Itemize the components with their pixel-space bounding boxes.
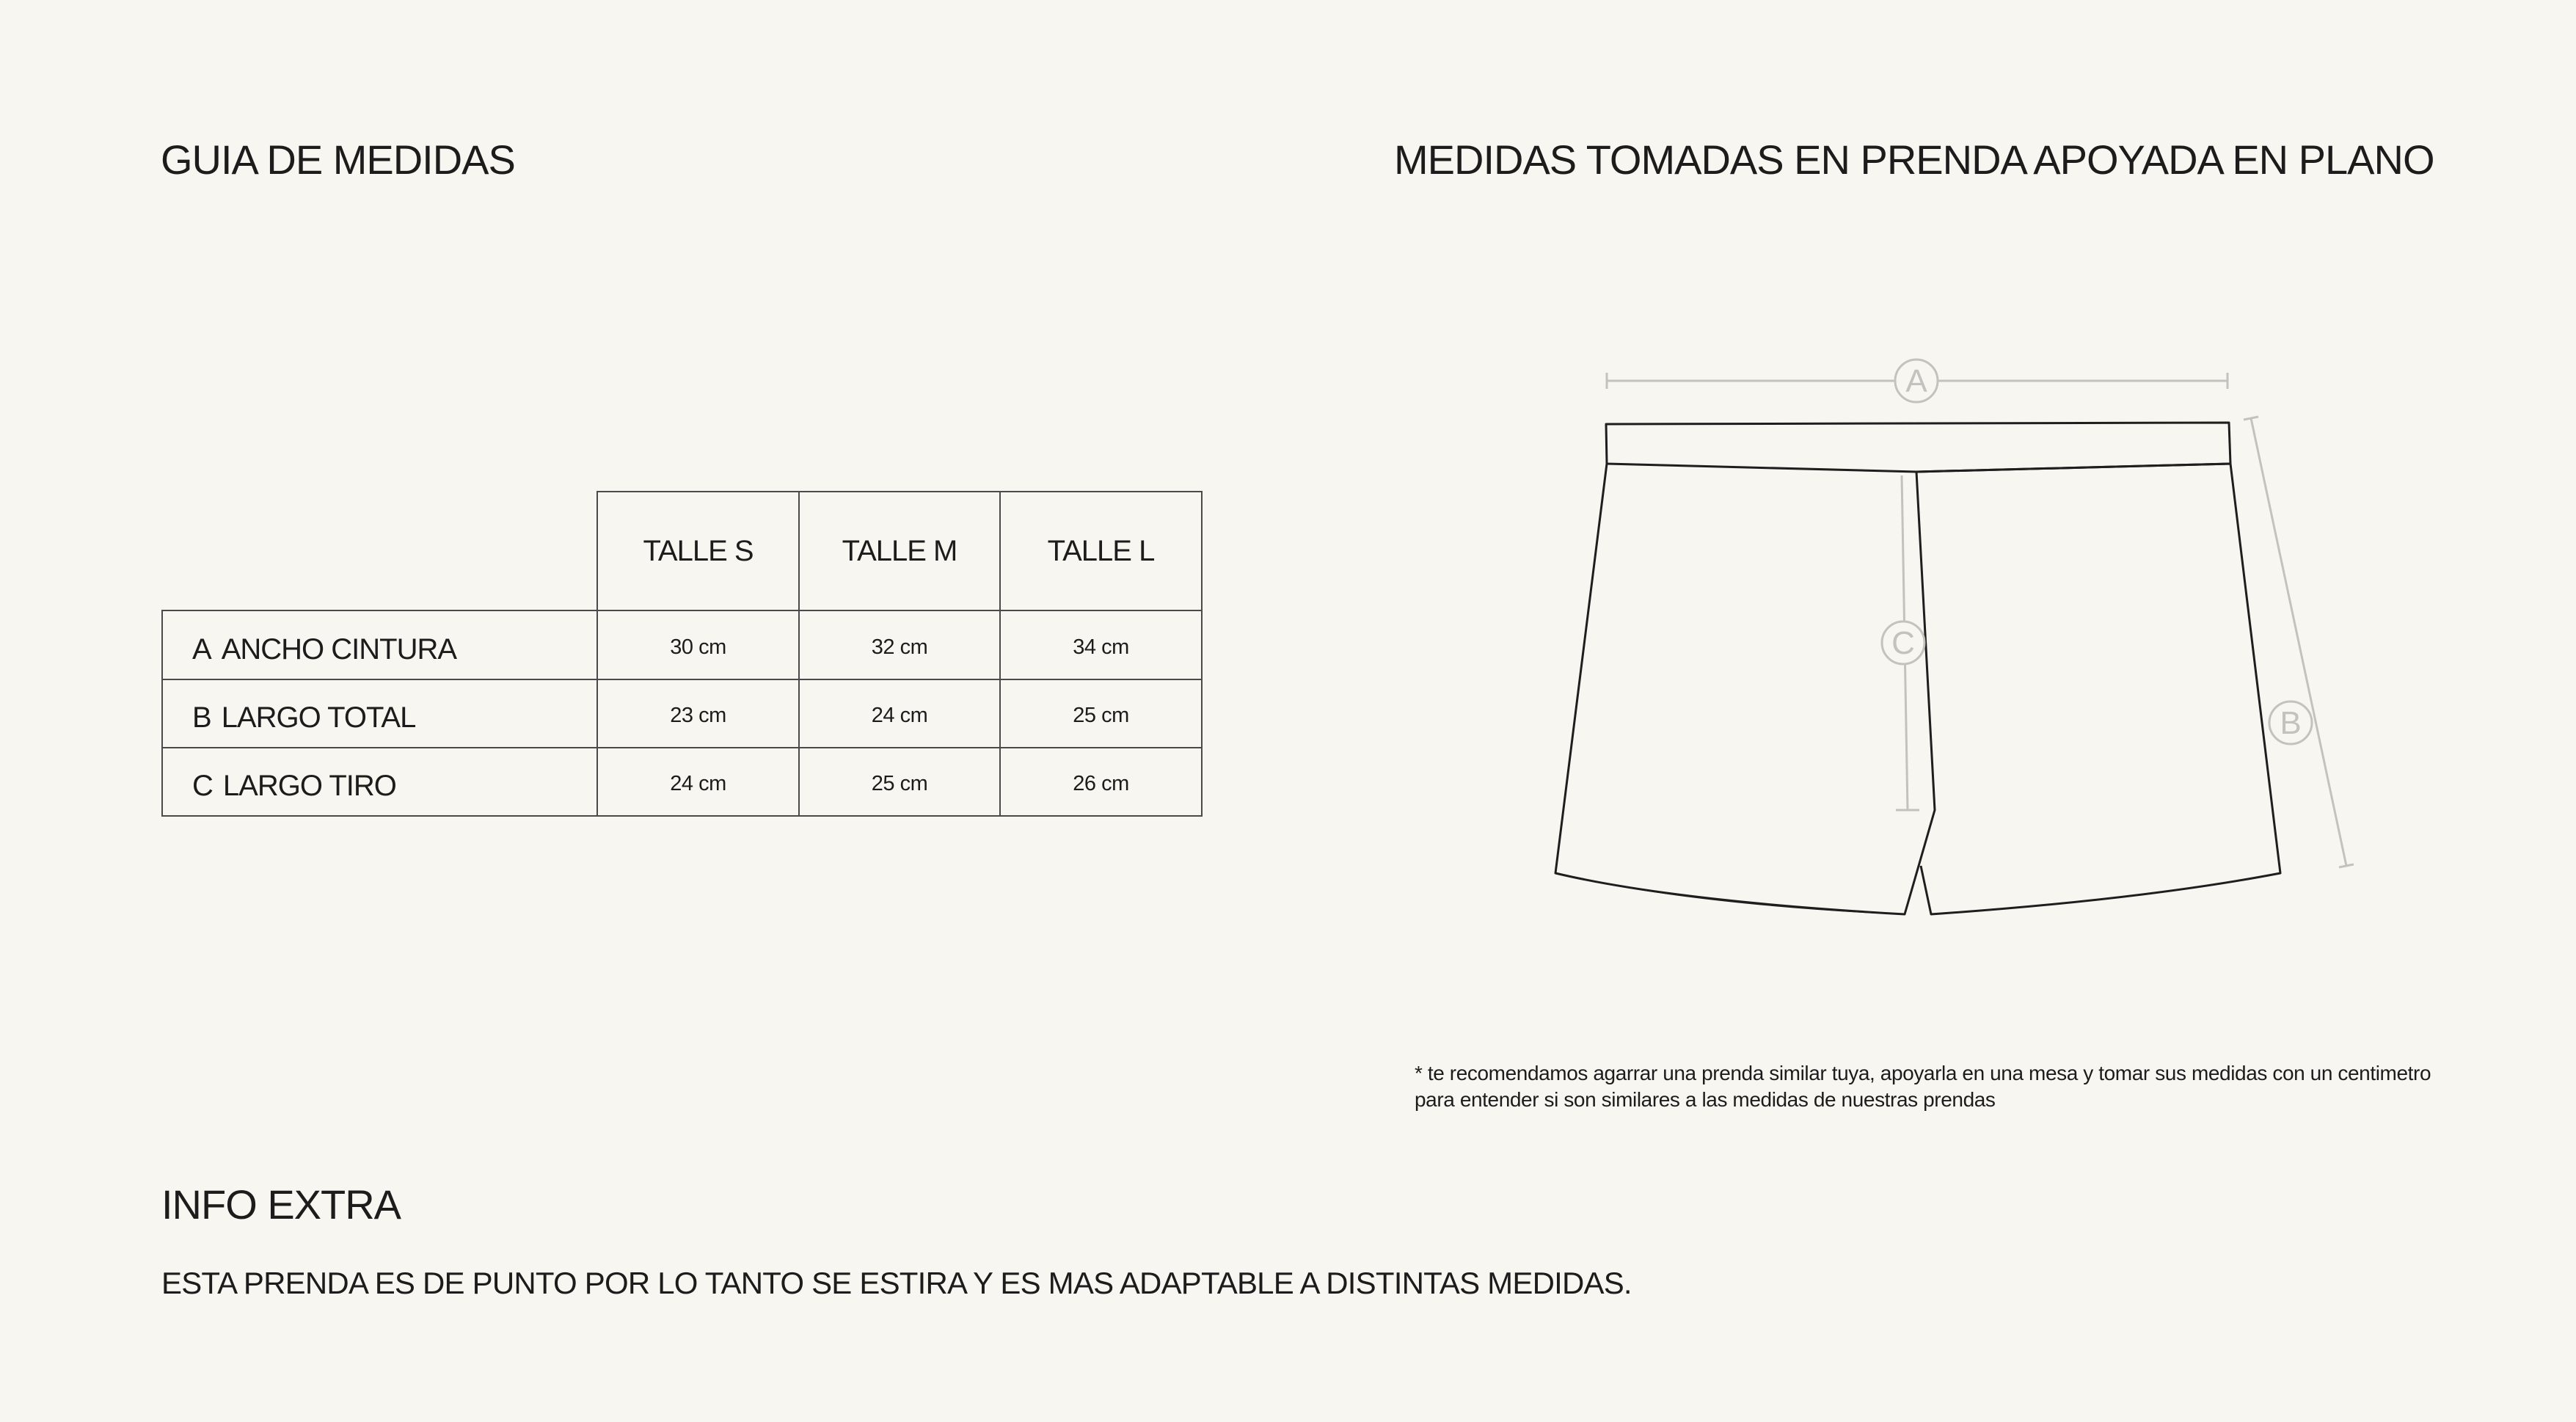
table-cell: 32 cm	[798, 610, 1001, 680]
marker-a-label: A	[1905, 363, 1927, 399]
table-cell: 30 cm	[596, 610, 800, 680]
header-talle-s: TALLE S	[596, 491, 800, 611]
header-talle-l: TALLE L	[999, 491, 1203, 611]
row-label: LARGO TOTAL	[221, 701, 416, 734]
extra-info-title: INFO EXTRA	[161, 1181, 401, 1228]
marker-c-label: C	[1891, 625, 1915, 661]
header-talle-m: TALLE M	[798, 491, 1001, 611]
note-line-2: para entender si son similares a las medidas de nuestras prendas	[1415, 1088, 1996, 1111]
shorts-outline	[1555, 423, 2280, 914]
table-cell: 25 cm	[999, 679, 1203, 748]
table-cell: 34 cm	[999, 610, 1203, 680]
left-leg	[1555, 464, 1935, 914]
total-length-guide	[2251, 418, 2346, 866]
measurement-guides	[1607, 373, 2354, 867]
marker-a	[1895, 360, 1938, 402]
row-code: A	[192, 632, 211, 666]
table-cell: 23 cm	[596, 679, 800, 748]
waistband	[1606, 423, 2230, 472]
table-cell: 26 cm	[999, 747, 1203, 817]
table-cell: 24 cm	[596, 747, 800, 817]
table-cell: 25 cm	[798, 747, 1001, 817]
row-code: B	[192, 701, 211, 734]
marker-c	[1882, 621, 1924, 664]
right-leg	[1916, 464, 2280, 914]
diagram-title: MEDIDAS TOMADAS EN PRENDA APOYADA EN PLANO	[1394, 136, 2434, 183]
note-line-1: * te recomendamos agarrar una prenda similar tuya, apoyarla en una mesa y tomar sus medidas con un centimetro	[1415, 1062, 2431, 1084]
size-guide-title: GUIA DE MEDIDAS	[161, 136, 515, 183]
table-cell: 24 cm	[798, 679, 1001, 748]
row-code: C	[192, 770, 213, 802]
marker-b	[2269, 701, 2312, 744]
extra-info-text: ESTA PRENDA ES DE PUNTO POR LO TANTO SE ESTIRA Y ES MAS ADAPTABLE A DISTINTAS MEDIDAS.	[161, 1266, 1632, 1300]
measurement-note	[1415, 1060, 2431, 1113]
row-label: ANCHO CINTURA	[221, 632, 457, 666]
row-label: LARGO TIRO	[222, 770, 396, 802]
marker-b-label: B	[2280, 705, 2302, 741]
